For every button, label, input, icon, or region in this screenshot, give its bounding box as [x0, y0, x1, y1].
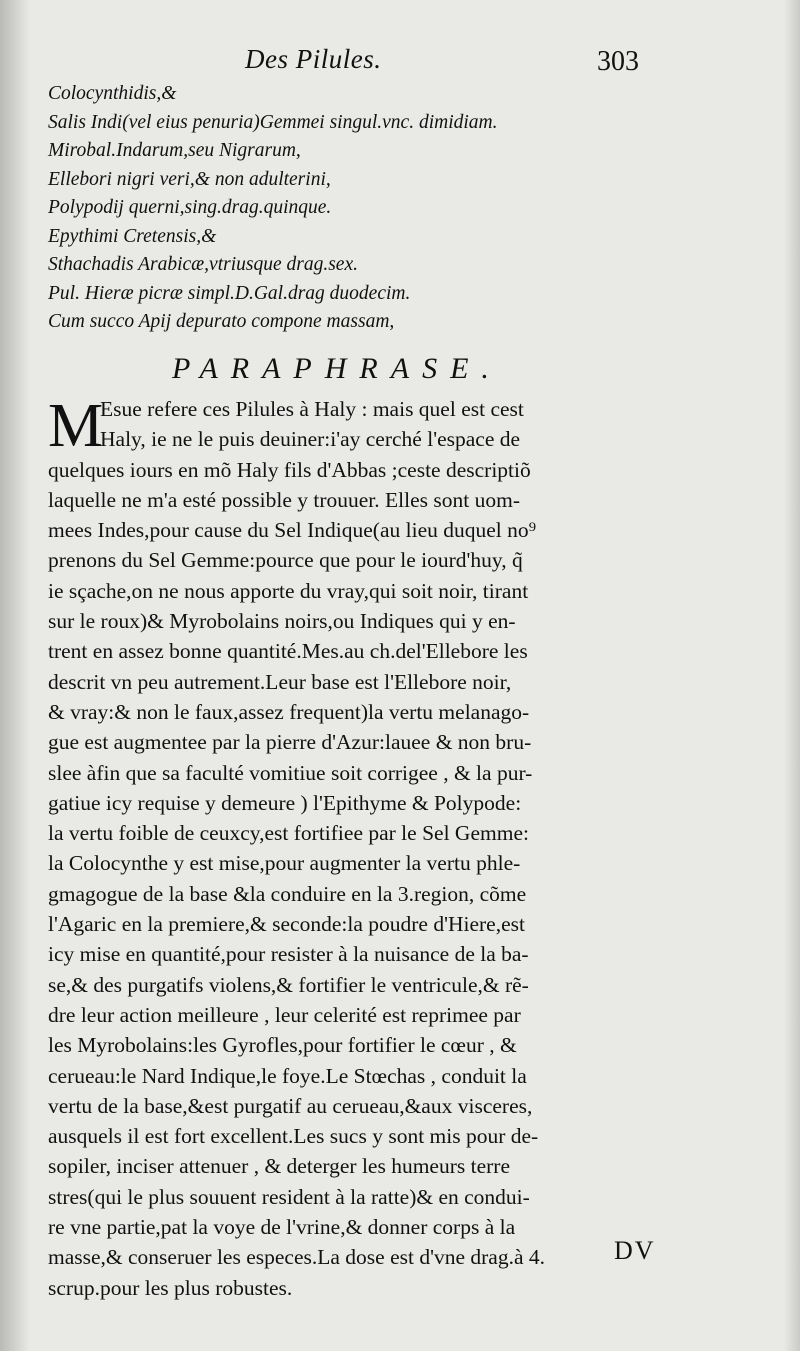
text-line: la Colocynthe y est mise,pour augmenter la vertu phle- — [48, 851, 521, 876]
text-line: trent en assez bonne quantité.Mes.au ch.del'Ellebore les — [48, 639, 528, 664]
recipe-line: Polypodij querni,sing.drag.quinque. — [48, 197, 332, 218]
text-line: cerueau:le Nard Indique,le foye.Le Stœchas , conduit la — [48, 1063, 527, 1088]
text-line: & vray:& non le faux,assez frequent)la vertu melanago- — [48, 699, 530, 724]
text-line: stres(qui le plus souuent resident à la ratte)& en condui- — [48, 1184, 530, 1209]
text-line: gmagogue de la base &la conduire en la 3.region, cõme — [48, 881, 527, 906]
text-line: descrit vn peu autrement.Leur base est l'Ellebore noir, — [48, 669, 512, 694]
recipe-line: Cum succo Apij depurato compone massam, — [48, 311, 395, 332]
page-gutter-shadow — [0, 0, 30, 1351]
recipe-line: Salis Indi(vel eius penuria)Gemmei singul.vnc. dimidiam. — [48, 111, 498, 133]
recipe-line: Colocynthidis,& — [48, 83, 177, 104]
text-line: vertu de la base,&est purgatif au cerueau,&aux visceres, — [48, 1093, 533, 1118]
text-line: la vertu foible de ceuxcy,est fortifiee par le Sel Gemme: — [48, 821, 529, 846]
text-line: prenons du Sel Gemme:pource que pour le iourd'huy, q̃ — [48, 548, 523, 573]
page-header — [0, 44, 800, 84]
running-title: Des Pilules. — [245, 44, 382, 74]
text-line: ausquels il est fort excellent.Les sucs y sont mis pour de- — [48, 1124, 539, 1149]
recipe-line: Mirobal.Indarum,seu Nigrarum, — [48, 140, 301, 161]
recipe-line: Ellebori nigri veri,& non adulterini, — [48, 168, 331, 190]
recipe-list — [48, 80, 768, 337]
text-line: icy mise en quantité,pour resister à la nuisance de la ba- — [48, 942, 529, 967]
text-line: masse,& conseruer les especes.La dose est d'vne drag.à 4. — [48, 1245, 545, 1270]
text-line: ie sçache,on ne nous apporte du vray,qui soit noir, tirant — [48, 578, 529, 603]
drop-cap: M — [48, 392, 104, 460]
text-line: gue est augmentee par la pierre d'Azur:lauee & non bru- — [48, 730, 532, 755]
recipe-line: Epythimi Cretensis,& — [48, 225, 217, 247]
text-line: quelques iours en mõ Haly fils d'Abbas ;ceste descriptiõ — [48, 457, 531, 482]
text-line: Esue refere ces Pilules à Haly : mais quel est cest — [100, 397, 524, 421]
text-line: sopiler, inciser attenuer , & deterger les humeurs terre — [48, 1154, 511, 1179]
text-line: les Myrobolains:les Gyrofles,pour fortifier le cœur , & — [48, 1033, 517, 1058]
page-edge-shadow — [784, 0, 800, 1351]
recipe-line: Pul. Hieræ picræ simpl.D.Gal.drag duodecim. — [48, 282, 411, 304]
text-line: dre leur action meilleure , leur celerité est reprimee par — [48, 1002, 521, 1027]
text-line: slee àfin que sa faculté vomitiue soit corrigee , & la pur- — [48, 760, 533, 785]
page-number: 303 — [597, 46, 639, 77]
section-heading: PARAPHRASE. — [172, 352, 502, 385]
text-line: gatiue icy requise y demeure ) l'Epithyme & Polypode: — [48, 790, 522, 815]
text-line: l'Agaric en la premiere,& seconde:la poudre d'Hiere,est — [48, 912, 525, 937]
paraphrase-text — [48, 394, 758, 1303]
text-line: se,& des purgatifs violens,& fortifier le ventricule,& rẽ- — [48, 972, 529, 997]
text-line: scrup.pour les plus robustes. — [48, 1275, 293, 1300]
text-line: mees Indes,pour cause du Sel Indique(au lieu duquel no⁹ — [48, 518, 537, 543]
catchword: DV — [614, 1236, 656, 1265]
text-line: Haly, ie ne le puis deuiner:i'ay cerché l'espace de — [100, 427, 521, 452]
text-line: laquelle ne m'a esté possible y trouuer. Elles sont uom- — [48, 487, 520, 512]
recipe-line: Sthachadis Arabicæ,vtriusque drag.sex. — [48, 254, 358, 275]
text-line: sur le roux)& Myrobolains noirs,ou Indiques qui y en- — [48, 609, 516, 634]
text-line: re vne partie,pat la voye de l'vrine,& donner corps à la — [48, 1215, 516, 1240]
